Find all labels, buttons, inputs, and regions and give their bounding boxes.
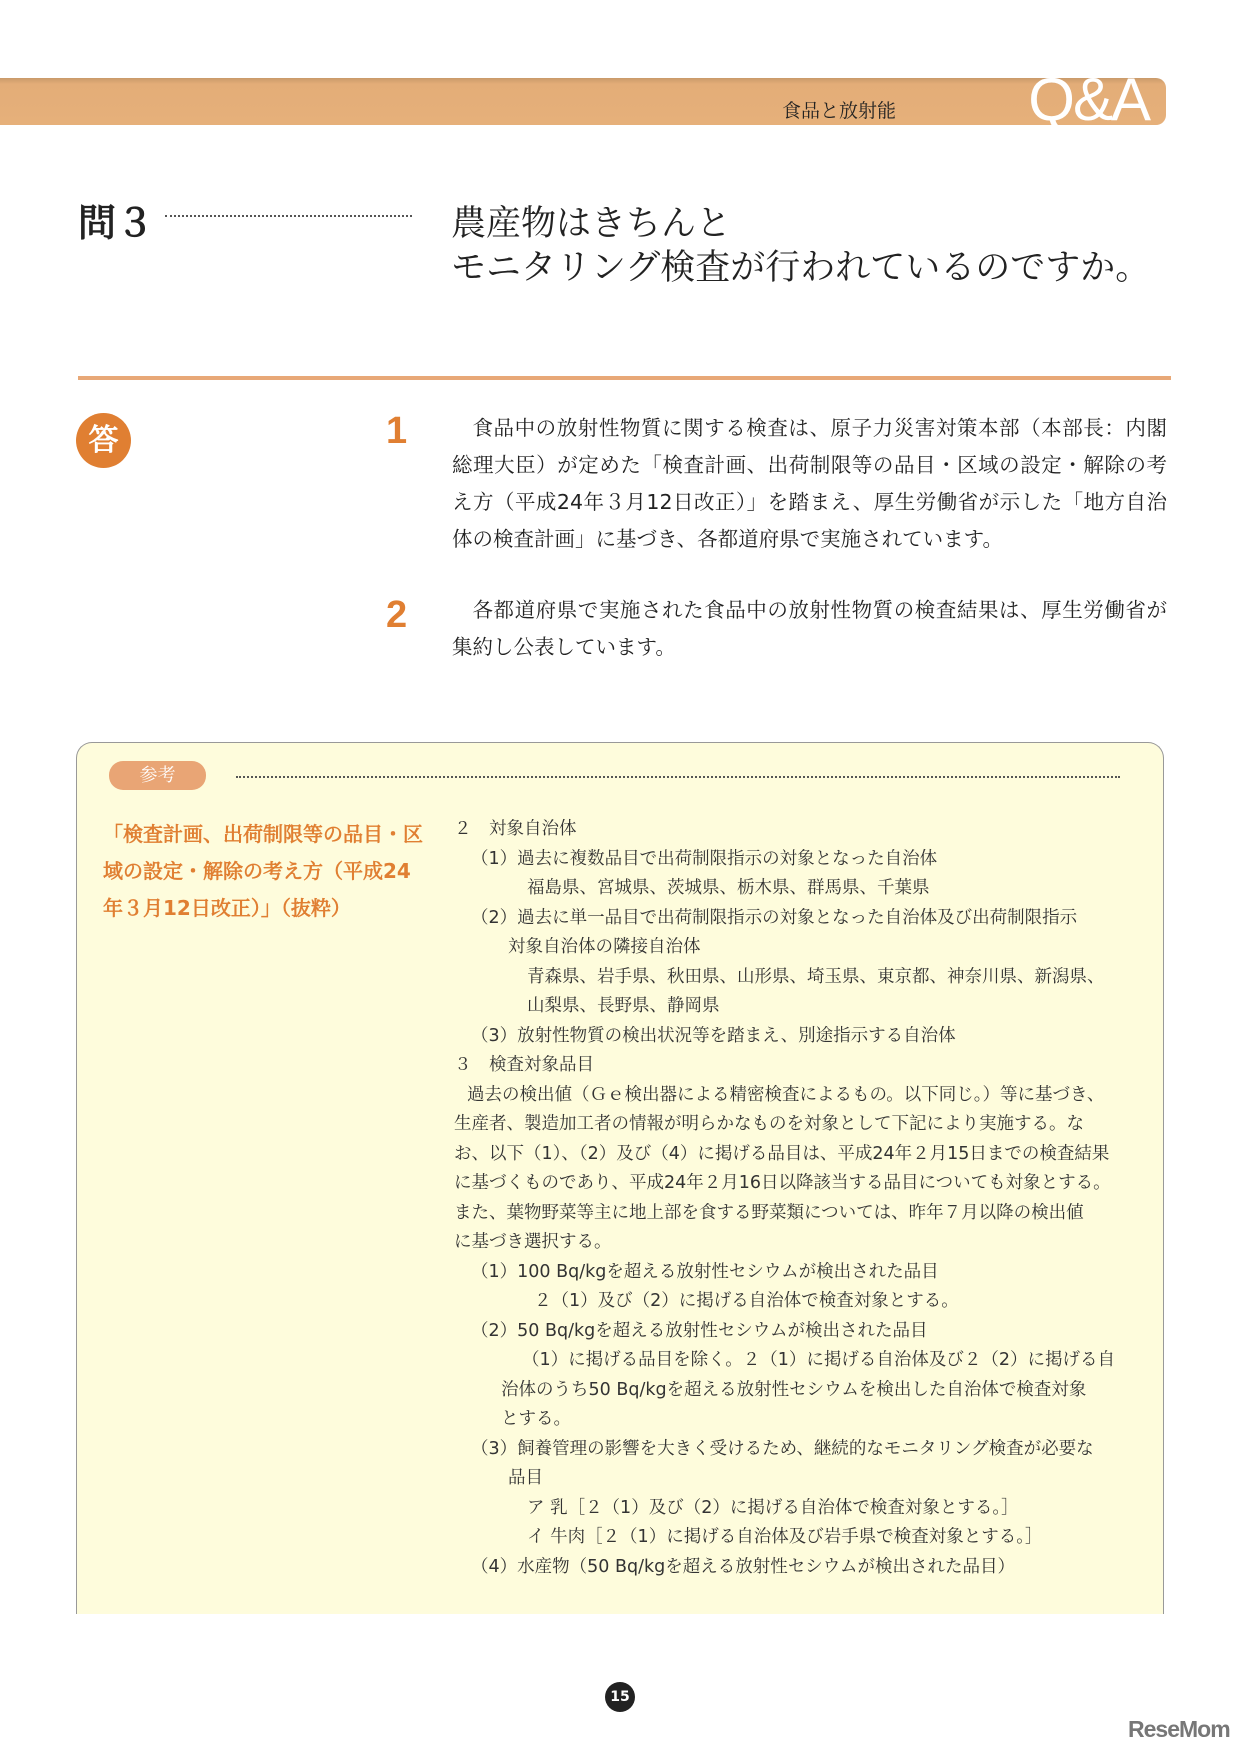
- reference-line: （4）水産物（50 Bq/kgを超える放射性セシウムが検出された品目）: [471, 1556, 1016, 1577]
- reference-line: ２（1）及び（2）に掲げる自治体で検査対象とする。: [534, 1291, 959, 1311]
- reference-line: 対象自治体の隣接自治体: [508, 937, 701, 957]
- reference-line: 生産者、製造加工者の情報が明らかなものを対象として下記により実施する。な: [454, 1114, 1084, 1134]
- reference-line: （1）過去に複数品目で出荷制限指示の対象となった自治体: [471, 848, 938, 869]
- question-title-line: 農産物はきちんと: [451, 204, 732, 244]
- reference-badge: 参考: [109, 761, 206, 790]
- reference-line: （2）過去に単一品目で出荷制限指示の対象となった自治体及び出荷制限指示: [471, 907, 1078, 928]
- reference-line: ３ 検査対象品目: [454, 1055, 594, 1075]
- answer-text: 食品中の放射性物質に関する検査は、原子力災害対策本部（本部長：内閣総理大臣）が定めた「検査計画、出荷制限等の品目・区域の設定・解除の考え方（平成24年３月12日改正）」を踏まえ、厚生労働省が示した「地方自治体の検査計画」に基づき、各都道府県で実施されています。: [452, 416, 1167, 551]
- reference-line: 青森県、岩手県、秋田県、山形県、埼玉県、東京都、神奈川県、新潟県、: [527, 966, 1105, 987]
- qa-logo: Q&A: [1028, 66, 1149, 133]
- reference-line: 治体のうち50 Bq/kgを超える放射性セシウムを検出した自治体で検査対象: [501, 1379, 1087, 1400]
- reference-line: お、以下（1）、（2）及び（4）に掲げる品目は、平成24年２月15日までの検査結果: [454, 1143, 1110, 1164]
- page-number: 15: [605, 1682, 635, 1712]
- reference-line: に基づき選択する。: [454, 1232, 612, 1252]
- divider: [78, 376, 1171, 380]
- answer-number: 1: [386, 410, 408, 452]
- answer-number: 2: [386, 594, 408, 636]
- reference-line: 過去の検出値（Ｇｅ検出器による精密検査によるもの。以下同じ。）等に基づき、: [467, 1084, 1105, 1105]
- reference-line: （3）飼養管理の影響を大きく受けるため、継続的なモニタリング検査が必要な: [471, 1438, 1094, 1459]
- reference-line: に基づくものであり、平成24年２月16日以降該当する品目についても対象とする。: [454, 1173, 1111, 1193]
- reference-line: 品目: [508, 1468, 543, 1488]
- reference-line: （1）100 Bq/kgを超える放射性セシウムが検出された品目: [471, 1261, 939, 1282]
- answer-badge: 答: [76, 413, 131, 468]
- reference-line: 山梨県、長野県、静岡県: [527, 996, 720, 1016]
- reference-line: ２ 対象自治体: [454, 819, 577, 839]
- reference-line: また、葉物野菜等主に地上部を食する野菜類については、昨年７月以降の検出値: [454, 1202, 1084, 1223]
- section-title: 食品と放射能: [781, 100, 896, 122]
- reference-line: 福島県、宮城県、茨城県、栃木県、群馬県、千葉県: [527, 878, 930, 898]
- dotted-leader: [165, 215, 412, 217]
- question-label: 問３: [78, 201, 155, 245]
- dotted-leader: [236, 776, 1120, 778]
- question-title-line: モニタリング検査が行われているのですか。: [451, 248, 1151, 288]
- reference-line: （2）50 Bq/kgを超える放射性セシウムが検出された品目: [471, 1320, 928, 1341]
- reference-line: （1）に掲げる品目を除く。２（1）に掲げる自治体及び２（2）に掲げる自: [522, 1350, 1116, 1370]
- watermark-logo: ReseMom: [1128, 1716, 1230, 1742]
- reference-line: とする。: [501, 1409, 571, 1429]
- reference-line: ア 乳［２（1）及び（2）に掲げる自治体で検査対象とする。］: [527, 1497, 1019, 1518]
- reference-line: イ 牛肉［２（1）に掲げる自治体及び岩手県で検査対象とする。］: [527, 1527, 1043, 1547]
- answer-text: 各都道府県で実施された食品中の放射性物質の検査結果は、厚生労働省が集約し公表しています。: [452, 598, 1167, 659]
- reference-line: （3）放射性物質の検出状況等を踏まえ、別途指示する自治体: [471, 1025, 956, 1046]
- reference-source: 「検査計画、出荷制限等の品目・区域の設定・解除の考え方（平成24年３月12日改正）」（抜粋）: [103, 822, 423, 920]
- header-band: [0, 78, 1166, 125]
